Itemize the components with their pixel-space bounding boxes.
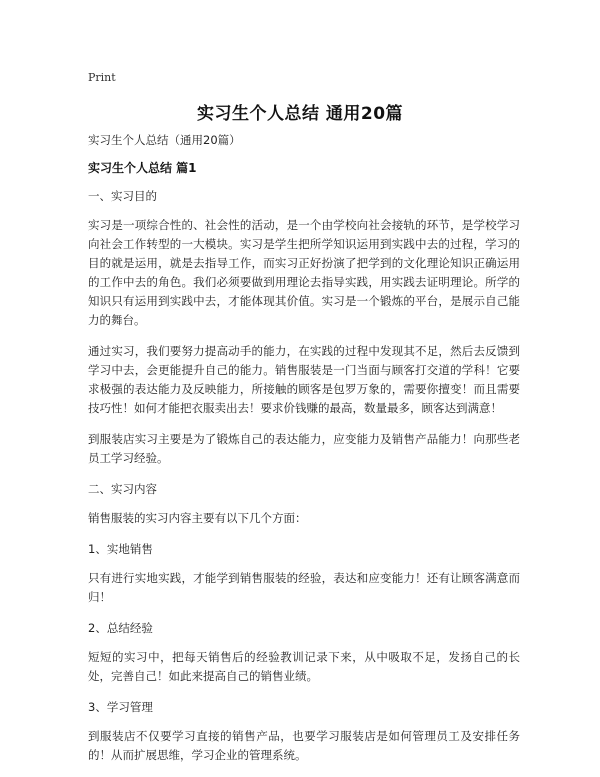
document-title: 实习生个人总结 通用20篇 <box>196 104 404 124</box>
heading-2: 2、总结经验 <box>88 621 153 635</box>
section-title: 实习生个人总结 篇1 <box>88 161 197 175</box>
heading-goal: 一、实习目的 <box>88 189 157 203</box>
document-body <box>88 131 520 777</box>
heading-1: 1、实地销售 <box>88 542 153 556</box>
paragraph-5: 只有进行实地实践，才能学到销售服装的经验，表达和应变能力！还有让顾客满意而归！ <box>88 571 520 604</box>
heading-3: 3、学习管理 <box>88 700 153 714</box>
paragraph-6: 短短的实习中，把每天销售后的经验教训记录下来，从中吸取不足，发扬自己的长处，完善自己！如此来提高自己的销售业绩。 <box>88 650 520 683</box>
paragraph-2: 通过实习，我们要努力提高动手的能力，在实践的过程中发现其不足，然后去反馈到学习中去，会更能提升自己的能力。销售服装是一门当面与顾客打交道的学科！它要求极强的表达能力及反映能力，所接触的顾客是包罗万象的，需要你擅变！而且需要技巧性！如何才能把衣服卖出去！要求价钱赚的最高，数量最多，顾客达到满意！ <box>88 344 520 415</box>
heading-content: 二、实习内容 <box>88 482 157 496</box>
paragraph-3: 到服装店实习主要是为了锻炼自己的表达能力，应变能力及销售产品能力！向那些老员工学习经验。 <box>88 432 520 465</box>
paragraph-4: 销售服装的实习内容主要有以下几个方面： <box>88 511 307 525</box>
paragraph-1: 实习是一项综合性的、社会性的活动，是一个由学校向社会接轨的环节，是学校学习向社会工作转型的一大模块。实习是学生把所学知识运用到实践中去的过程，学习的目的就是运用，就是去指导工作，而实习正好扮演了把学到的文化理论知识正确运用的工作中去的角色。我们必须要做到用理论去指导实践，用实践去证明理论。所学的知识只有运用到实践中去，才能体现其价值。实习是一个锻炼的平台，是展示自己能力的舞台。 <box>88 218 520 327</box>
print-label: Print <box>88 71 116 84</box>
document-subtitle: 实习生个人总结（通用20篇） <box>88 133 241 147</box>
paragraph-7: 到服装店不仅要学习直接的销售产品，也要学习服装店是如何管理员工及安排任务的！从而扩展思维，学习企业的管理系统。 <box>88 729 520 762</box>
